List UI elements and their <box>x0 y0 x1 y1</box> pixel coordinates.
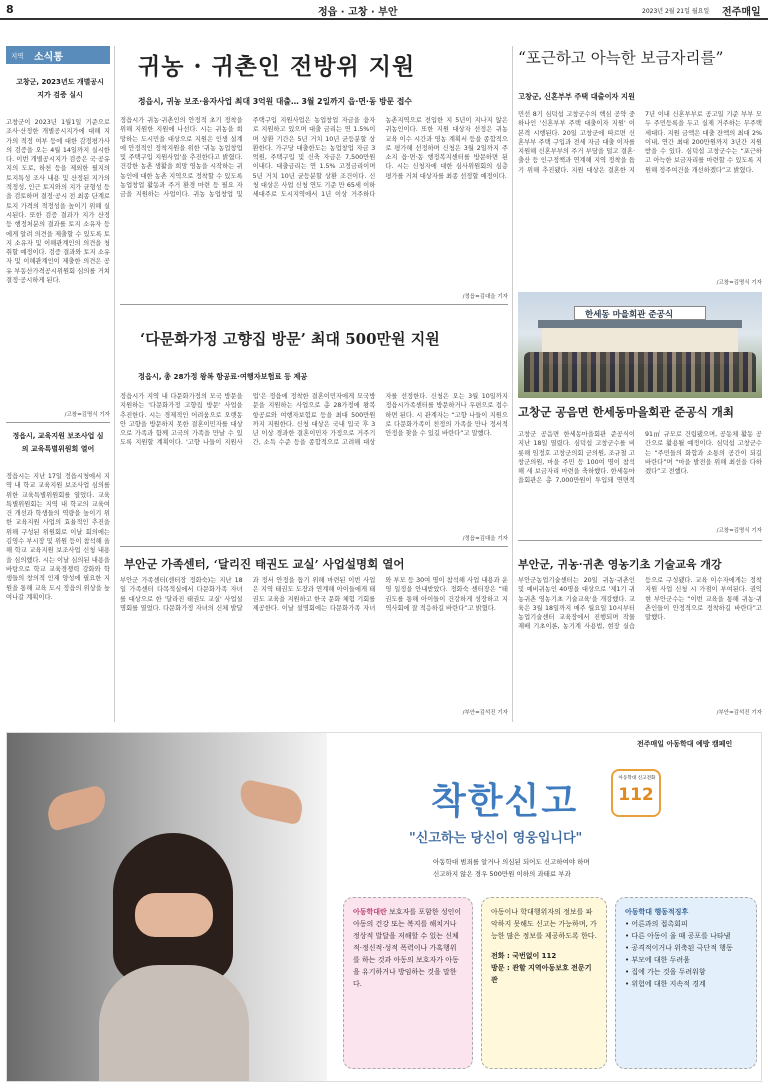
ad-slogan: "신고하는 당신이 영웅입니다" <box>409 831 583 846</box>
buan-family-headline: 부안군 가족센터, ‘달리진 태권도 교실’ 사업설명회 열어 <box>124 557 405 571</box>
sidebar-header <box>6 46 110 64</box>
box3-item: • 위험에 대한 지속적 경계 <box>625 980 706 988</box>
ad-logo-main: 착한신고 <box>431 781 579 822</box>
multicultural-divider <box>120 546 508 547</box>
ad-box-definition <box>343 897 473 1069</box>
multicultural-body: 정읍시가 지역 내 다문화가정의 모국 방문을 지원하는 '다문화가정 고향집 방문' 사업을 추진한다. 시는 경제적인 어려움으로 오랫동안 고향을 방문하지 못한 결혼이민자를 대상으로 가족과 함께 고국의 가족을 만날 수 있도록 지원할 계획이다. '고향 나들이 지원사업'은 정읍에 정착한 결혼이민자에게 모국방문을 지원하는 사업으로 총 28가정에 왕복 항공료와 여행자보험료 등을 최대 500만원까지 지원한다. 신청 대상은 국내 입국 후 3년 이상 경과한 결혼이민자 가정으로 거주기간, 소득 수준 등을 종합적으로 고려해 대상자를 선정한다. 신청은 오는 3월 10일까지 정읍시가족센터를 방문하거나 우편으로 접수하면 된다. 시 관계자는 “고향 나들이 지원으로 다문화가족이 친정의 가족을 만나 정서적 안정을 찾을 수 있길 바란다”고 말했다. <box>120 393 508 447</box>
buan-farm-headline: 부안군, 귀농·귀촌 영농기초 기술교육 개강 <box>518 558 722 571</box>
bojinge-byline: /고창=김명식 기자 <box>716 280 762 286</box>
sidebar-item1-byline: /고창=김명식 기자 <box>64 412 110 418</box>
sidebar <box>6 46 110 722</box>
hand-left <box>44 784 110 832</box>
child-hands <box>135 893 213 937</box>
buan-farm-byline: /부안=김석진 기자 <box>716 710 762 716</box>
child-shirt <box>99 965 249 1082</box>
right-column-rule <box>512 46 513 722</box>
sidebar-tag: 지역 <box>11 52 24 60</box>
buan-family-body: 부안군 가족센터(센터장 정화숙)는 지난 18일 가족센터 다목적실에서 다문화가족 자녀를 대상으로 한 '달라진 태권도 교실' 사업설명회를 열었다. 다문화가정 자녀의 신체 발달과 정서 안정을 돕기 위해 마련된 이번 사업은 지역 태권도 도장과 연계해 아이들에게 태권도 교육을 지원하고 한국 문화 체험 기회를 제공한다. 이날 설명회에는 다문화가족 자녀와 부모 등 30여 명이 참석해 사업 내용과 운영 일정을 안내받았다. 정화숙 센터장은 “태권도를 통해 아이들이 건강하게 성장하고 지역사회에 잘 적응하길 바란다”고 밝혔다. <box>120 577 508 612</box>
bojinge-body: 민선 8기 심덕섭 고창군수의 핵심 공약 중 하나인 '신혼부부 주택 대출이자 지원' 이 본격 시행된다. 20일 고창군에 따르면 신혼부부 주택 구입과 전세 자금 대출 이자를 지원해 신혼부부의 주거 부담을 덜고 결혼·출산 등 인구정책과 연계해 지역 정착을 돕기 위해 추진됐다. 지원 대상은 결혼한 지 7년 이내 신혼부부로 공고일 기준 부부 모두 주민등록을 두고 실제 거주하는 무주택 세대다. 지원 금액은 대출 잔액의 최대 2% 이내, 연간 최대 200만원까지 3년간 지원받을 수 있다. 심덕섭 고창군수는 “포근하고 아늑한 보금자리를 마련할 수 있도록 지원해 정주여건을 개선하겠다”고 밝혔다. <box>518 111 762 174</box>
hand-right <box>236 779 306 826</box>
main-body: 정읍시가 귀농·귀촌인의 안정적 초기 정착을 위해 지원한 지원에 나선다. 시는 귀농을 희망하는 도시민을 대상으로 지원은 인생 설계에 안정적인 정착지원을 위한 '귀농 농업창업 및 주택구입 지원사업'을 추진한다고 밝혔다. 건강한 농촌 생활을 희망 영농을 시작하는 귀농인에 대한 농촌 지역으로 정착할 수 있도록 농업창업 활동과 주거 환경 마련 등 필요 자금을 지원하는 사업이다. 귀농 농업창업 및 주택구입 지원사업은 농업창업 자금을 융자로 지원하고 있으며 대출 금리는 연 1.5%이며 상환 기간은 5년 거치 10년 균등분할 상환한다. 가구당 대출한도는 농업창업 자금 3억원, 주택구입 및 신축 자금은 7,500만원 이내다. 대출금리는 연 1.5% 고정금리이며 5년 거치 10년 균등분할 상환 조건이다. 신청 대상은 사업 신청 연도 기준 만 65세 이하 세대주로 도시지역에서 1년 이상 거주하다 농촌지역으로 전입한 지 5년이 지나지 않은 귀농인이다. 또한 지원 대상자 선정은 귀농 교육 이수 시간과 영농 계획서 등을 종합적으로 평가해 선정하며 신청은 3월 2일까지 주소지 읍·면·동 행정복지센터를 방문하면 된다. 시는 신청자에 대한 심사위원회의 심층 평가를 거쳐 대상자를 최종 선정할 예정이다. <box>120 117 508 199</box>
buan-family-byline: /부안=김석진 기자 <box>462 710 508 716</box>
box3-title: 아동학대 행동적징후 <box>625 908 689 916</box>
sidebar-item2-body: 정읍시는 지난 17일 정읍시청에서 지역 내 학교 교육지원 보조사업 심의를 위한 교육특별위원회를 열었다. 교육특별위원회는 지역 내 학교의 교육여건 개선과 학생들의 역량을 높이기 위한 교육지원 사업의 효율적인 추진을 위해 구성된 위원회로 이날 회의에는 김영수 부시장 및 위원 등이 참석해 올해 학교 교육지원 보조사업 신청 내용을 심의했다. 시는 이날 심의된 내용을 바탕으로 학교 교육경쟁력 강화와 학생들의 창의적 인재 양성에 필요한 지원을 통해 교육 도시 정읍의 위상을 높여나갈 계획이다. <box>6 473 110 601</box>
main-divider <box>120 304 508 305</box>
bojinge-headline: “포근하고 아늑한 보금자리를” <box>518 49 724 67</box>
sidebar-item1-body: 고창군이 2023년 1월1일 기준으로 조사·산정한 개별공시지가에 대해 지가의 적정 여부 등에 대한 감정평가사의 검증을 오는 4월 14일까지 실시한다. 이번 개별공시지가 검증은 국·공유지의 도로, 하천 등을 제외한 필지의 토지특성 조사 내용 및 산정된 지가의 적정성, 인근 토지와의 지가 균형성 등을 검토하며 결정·공시 전 최종 단계로 토지 가격의 적정성을 높이기 위해 실시된다. 또한 검증 결과가 지가 산정 등 행정처분의 결과를 토지 소유자 등에게 알려 의견을 제출할 수 있도록 토지 소유자 및 이해관계인의 의견을 청취할 예정이다. 검증 결과와 토지 소유자 및 이해관계인이 제출한 의견은 공유 부동산가격공시위원회 심의를 거쳐 결정·공시하게 된다. <box>6 119 110 285</box>
hanse-body: 고창군 공음면 한세동마을회관 준공식이 지난 18일 열렸다. 심덕섭 고창군수를 비롯해 임정호 고창군의회 군의원, 조규철 고창군의원, 마을 주민 등 100여 명이 참석해 새 보금자리 마련을 축하했다. 한세동마을회관은 총 7,000만원이 투입돼 연면적 91㎡ 규모로 건립됐으며, 공동체 활동 공간으로 활용될 예정이다. 심덕섭 고창군수는 “주민들의 화합과 소통의 공간이 되길 바란다”며 “마을 발전을 위해 최선을 다하겠다”고 전했다. <box>518 431 762 485</box>
sidebar-title: 소식통 <box>34 52 63 63</box>
ad-box-signs <box>615 897 757 1069</box>
hanse-byline: /고창=김명식 기자 <box>716 528 762 534</box>
page-header <box>0 0 768 20</box>
multicultural-subhead: 정읍시, 총 28가정 왕복 항공료·여행자보험료 등 제공 <box>138 372 308 381</box>
banner <box>574 306 706 320</box>
badge-number: 112 <box>618 785 654 805</box>
hanse-divider <box>518 540 762 541</box>
main-subhead: 정읍시, 귀농 보조·융자사업 최대 3억원 대출… 3월 2일까지 읍·면·동 방문 접수 <box>138 97 412 106</box>
main-byline: /정읍=김대을 기자 <box>462 294 508 300</box>
sidebar-item2-headline: 정읍시, 교육지원 보조사업 심의 교육특별위원회 열어 <box>12 432 104 453</box>
box2-text: 아동이나 학대행위자의 정보를 파악하지 못해도 신고는 가능하며, 가능한 많은 정보를 제공하도록 한다. <box>491 908 597 940</box>
banner-text: 한세동 마을회관 준공식 <box>585 310 674 320</box>
ad-block <box>6 732 762 1082</box>
building-roof <box>538 320 742 328</box>
issue-date: 2023년 2월 21일 월요일 <box>642 8 710 15</box>
crowd <box>524 352 756 392</box>
hanse-headline: 고창군 공음면 한세동마을회관 준공식 개최 <box>518 405 734 419</box>
sidebar-item1-headline: 고창군, 2023년도 개별공시지가 검증 실시 <box>16 78 104 99</box>
sidebar-rule <box>114 46 115 722</box>
main-headline: 귀농 · 귀촌인 전방위 지원 <box>138 53 416 80</box>
box3-item: • 부모에 대한 두려움 <box>625 956 690 964</box>
box3-item: • 집에 가는 것을 두려워함 <box>625 968 706 976</box>
ad-box-report <box>481 897 607 1069</box>
box2-visit: 방문 : 관할 지역아동보호 전문기관 <box>491 964 592 984</box>
paper-name: 전주매일 <box>722 7 761 18</box>
page-number: 8 <box>6 3 14 16</box>
box2-phone: 전화 : 국번없이 112 <box>491 952 557 960</box>
village-hall-photo <box>518 292 762 398</box>
section-title: 정읍 · 고창 · 부안 <box>318 7 398 18</box>
box3-item: • 다른 아동이 울 때 공포를 나타냄 <box>625 932 731 940</box>
buan-farm-body: 부안군농업기술센터는 20일 귀농·귀촌인 및 예비귀농인 40명을 대상으로 '제1기 귀농귀촌 영농기초 기술교육'을 개강했다. 교육은 3월 18일까지 매주 월요일 10시부터 농업기술센터 교육장에서 진행되며 작물 재배 기초이론, 농기계 사용법, 현장 실습 등으로 구성됐다. 교육 이수자에게는 정착지원 사업 신청 시 가점이 부여된다. 권익현 부안군수는 “이번 교육을 통해 귀농·귀촌인들이 안정적으로 정착하길 바란다”고 말했다. <box>518 577 762 631</box>
ad-desc-2: 신고하지 않은 경우 500만원 이하의 과태료 부과 <box>433 870 571 878</box>
box1-text: 보호자를 포함한 성인이 아동의 건강 또는 복지를 해치거나 정상적 발달을 저해할 수 있는 신체적·정신적·성적 폭력이나 가혹행위를 하는 것과 아동의 보호자가 아동을 유기하거나 방임하는 것을 말한다. <box>353 908 462 988</box>
badge-top: 아동학대 신고전화 <box>618 776 656 781</box>
box1-lead: 아동학대란 <box>353 908 387 916</box>
multicultural-byline: /정읍=김대을 기자 <box>462 536 508 542</box>
sidebar-divider <box>6 422 110 423</box>
box3-item: • 어른과의 접촉회피 <box>625 920 688 928</box>
ad-desc-1: 아동학대 범죄를 알거나 의심된 되어도 신고하여야 하며 <box>433 858 590 866</box>
ad-logo-badge <box>611 769 661 817</box>
ad-photo <box>7 733 327 1082</box>
multicultural-headline: ‘다문화가정 고향집 방문’ 최대 500만원 지원 <box>140 330 440 348</box>
ad-campaign: 전주매일 아동학대 예방 캠페인 <box>637 740 733 748</box>
box3-item: • 공격적이거나 위축된 극단적 행동 <box>625 944 733 952</box>
bojinge-subhead: 고창군, 신혼부부 주택 대출이자 지원 <box>518 92 635 101</box>
